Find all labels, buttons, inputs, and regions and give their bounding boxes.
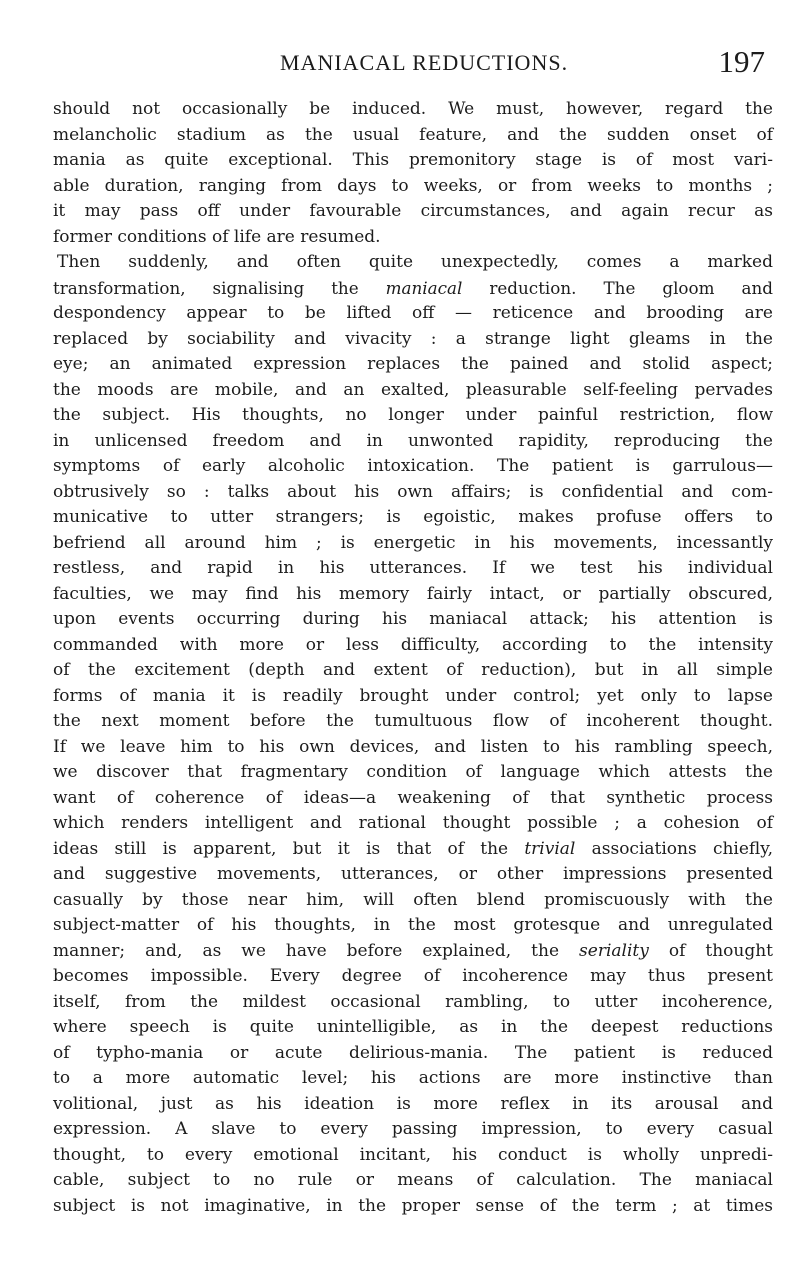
line-text: obtrusively so : talks about his own affairs; is confidential and com- (53, 481, 773, 502)
line-text: commanded with more or less difficulty, according to the intensity (53, 634, 773, 655)
line-text: transformation, signalising the (53, 277, 386, 298)
line-text: upon events occurring during his maniacal attack; his attention is (53, 609, 773, 629)
italic-term: maniacal (385, 277, 463, 298)
body-text (53, 97, 773, 1219)
line-text: it may pass off under favourable circumstances, and again recur as (53, 201, 773, 221)
text-line (53, 199, 773, 225)
text-line (53, 1143, 773, 1169)
line-text: becomes impossible. Every degree of incoherence may thus present (53, 966, 773, 986)
line-text: casually by those near him, will often blend promiscuously with the (53, 889, 773, 910)
text-line (53, 556, 773, 582)
line-text: manner; and, as we have before explained, the (53, 940, 580, 961)
text-line (53, 148, 773, 174)
line-text: subject-matter of his thoughts, in the most grotesque and unregulated (53, 915, 773, 935)
text-line (53, 862, 773, 888)
line-text: Then suddenly, and often quite unexpectedly, comes a marked (57, 252, 773, 272)
page-number: 197 (718, 44, 765, 79)
line-text: of thought (648, 940, 773, 961)
text-line (53, 837, 773, 863)
text-line (53, 531, 773, 557)
italic-term: seriality (579, 940, 649, 961)
text-line (53, 1066, 773, 1092)
line-text: where speech is quite unintelligible, as in the deepest reductions (53, 1017, 773, 1037)
line-text: able duration, ranging from days to weeks, or from weeks to months ; (53, 175, 773, 196)
text-line (53, 684, 773, 710)
line-text: restless, and rapid in his utterances. If we test his individual (53, 558, 773, 578)
italic-term: trivial (524, 838, 576, 859)
text-line (53, 276, 773, 302)
text-line (53, 403, 773, 429)
line-text: to a more automatic level; his actions are more instinctive than (53, 1068, 773, 1088)
text-line (53, 1168, 773, 1194)
line-text: melancholic stadium as the usual feature, and the sudden onset of (53, 124, 773, 145)
text-line (53, 378, 773, 404)
line-text: itself, from the mildest occasional rambling, to utter incoherence, (53, 991, 773, 1012)
line-text: symptoms of early alcoholic intoxication. The patient is garrulous— (53, 456, 773, 476)
text-line (53, 582, 773, 608)
line-text: the next moment before the tumultuous flow of incoherent thought. (53, 711, 773, 731)
text-line (53, 990, 773, 1016)
line-text: befriend all around him ; is energetic in his movements, incessantly (53, 532, 773, 553)
line-text: faculties, we may find his memory fairly intact, or partially obscured, (53, 583, 773, 604)
line-text: of typho-mania or acute delirious-mania. The patient is reduced (53, 1042, 773, 1063)
text-line (53, 429, 773, 455)
text-line (53, 888, 773, 914)
text-line (53, 505, 773, 531)
line-text: we discover that fragmentary condition of language which attests the (53, 762, 773, 782)
text-line (53, 735, 773, 761)
line-text: the subject. His thoughts, no longer under painful restriction, flow (53, 405, 773, 425)
text-line (53, 607, 773, 633)
line-text: want of coherence of ideas—a weakening of that synthetic process (53, 787, 773, 808)
line-text: ideas still is apparent, but it is that of the (53, 838, 525, 859)
text-line (53, 658, 773, 684)
text-line (53, 327, 773, 353)
text-line (53, 633, 773, 659)
line-text: of the excitement (depth and extent of reduction), but in all simple (53, 660, 773, 680)
line-text: eye; an animated expression replaces the pained and stolid aspect; (53, 354, 773, 374)
line-text: volitional, just as his ideation is more reflex in its arousal and (53, 1093, 773, 1114)
text-line (53, 1041, 773, 1067)
text-line (53, 1092, 773, 1118)
line-text: If we leave him to his own devices, and listen to his rambling speech, (53, 736, 773, 757)
text-line (53, 97, 773, 123)
line-text: despondency appear to be lifted off — reticence and brooding are (53, 303, 773, 323)
line-text: replaced by sociability and vivacity : a strange light gleams in the (53, 328, 773, 349)
line-text: should not occasionally be induced. We must, however, regard the (53, 99, 773, 119)
text-line (53, 1194, 773, 1220)
line-text: reduction. The gloom and (462, 277, 773, 298)
line-text: thought, to every emotional incitant, his conduct is wholly unpredi- (53, 1144, 773, 1165)
running-head (40, 44, 780, 90)
text-line (53, 964, 773, 990)
line-text: in unlicensed freedom and in unwonted rapidity, reproducing the (53, 430, 773, 451)
line-text: subject is not imaginative, in the proper sense of the term ; at times (53, 1195, 773, 1216)
line-text: municative to utter strangers; is egoistic, makes profuse offers to (53, 507, 773, 527)
text-line (53, 811, 773, 837)
line-text: expression. A slave to every passing impression, to every casual (53, 1119, 773, 1139)
line-text: which renders intelligent and rational thought possible ; a cohesion of (53, 813, 773, 833)
text-line (53, 225, 773, 251)
text-line (53, 1015, 773, 1041)
text-line (53, 913, 773, 939)
text-line (53, 454, 773, 480)
line-text: cable, subject to no rule or means of calculation. The maniacal (53, 1170, 773, 1190)
line-text: mania as quite exceptional. This premonitory stage is of most vari- (53, 150, 773, 170)
text-line (53, 760, 773, 786)
line-text: forms of mania it is readily brought under control; yet only to lapse (53, 685, 773, 706)
text-line (53, 352, 773, 378)
line-text: the moods are mobile, and an exalted, pleasurable self-feeling pervades (53, 379, 773, 400)
text-line (53, 1117, 773, 1143)
text-line (53, 174, 773, 200)
line-text: associations chiefly, (575, 838, 773, 859)
text-line (53, 709, 773, 735)
text-line (53, 939, 773, 965)
text-line (53, 480, 773, 506)
running-title: MANIACAL REDUCTIONS. (280, 50, 569, 75)
text-line (53, 123, 773, 149)
line-text: and suggestive movements, utterances, or other impressions presented (53, 864, 773, 884)
text-line (53, 250, 773, 276)
text-line (53, 301, 773, 327)
text-line (53, 786, 773, 812)
line-text: former conditions of life are resumed. (53, 226, 381, 247)
